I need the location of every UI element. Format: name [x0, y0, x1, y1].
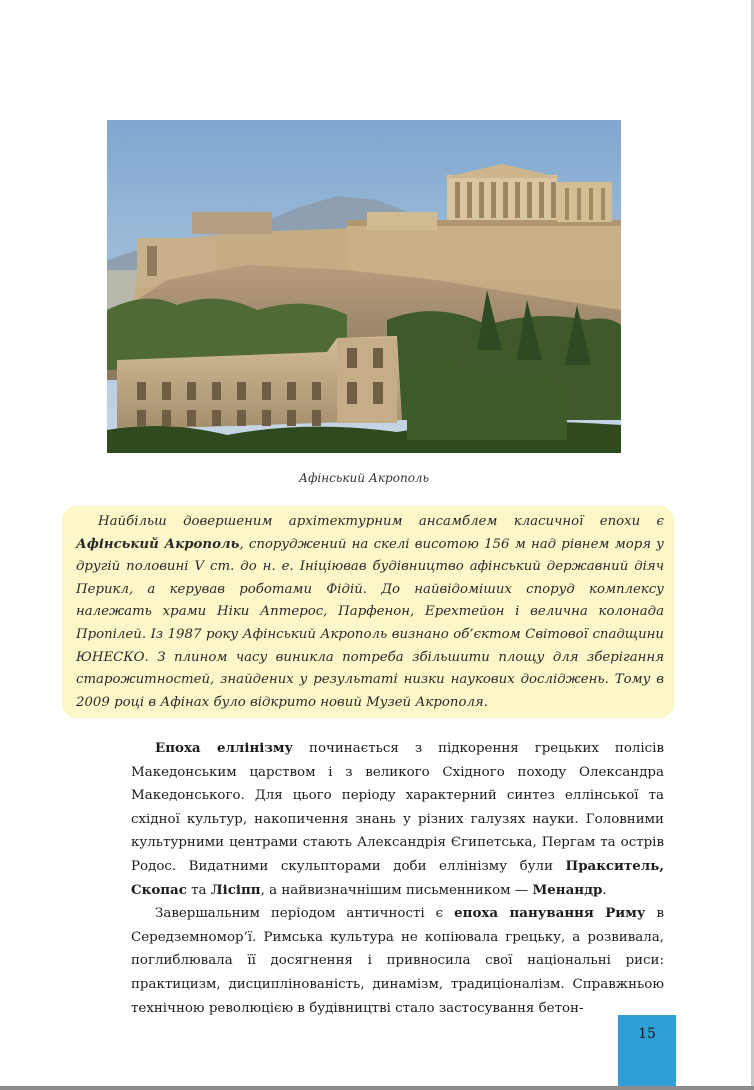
page-number: 15: [638, 1026, 656, 1042]
term-hellenism: Епоха еллінізму: [155, 740, 294, 756]
page-number-tab: [618, 1015, 676, 1090]
term-praxiteles-scopas: Пракситель, Скопас: [131, 857, 664, 898]
paragraph-text: в Середземномор’ї. Римська культура не копіювала грецьку, а розвивала, поглиблювала її досягнення і привносила свої національні риси: практицизм, дисциплінованість, динамізм, традиціоналізм. Справжньою технічною революцією в будівництві стало застосування бетон-: [131, 906, 664, 1016]
acropolis-photo: [107, 120, 621, 453]
term-roman-era: епоха панування Риму: [454, 905, 646, 922]
acropolis-photo-icon: [107, 120, 621, 453]
paragraph-hellenism: [131, 737, 664, 902]
page-edge-bottom: [0, 1086, 754, 1090]
paragraph-text: Завершальним періодом античності є: [155, 906, 455, 922]
paragraph-text: та: [186, 882, 211, 898]
info-term-acropolis: Афінський Акрополь: [76, 536, 240, 552]
main-text: [131, 737, 664, 1020]
info-box: [62, 506, 674, 718]
paragraph-text: .: [602, 882, 607, 898]
term-lysippos: Лісіпп: [210, 881, 261, 898]
info-text: , споруджений на скелі висотою 156 м над рівнем моря у другій половині V ст. до н. е. Ініціював будівництво афінський державний діяч Перикл, а керував роботами Фідій. До найвідоміших споруд комплексу належать храми Ніки Аптерос, Парфенон, Ерехтейон і велична колонада Пропілей. Із 1987 року Афінський Акрополь визнано об’єктом Світової спадщини ЮНЕСКО. З плином часу виникла потреба збільшити площу для зберігання старожитностей, знайдених у результаті низки наукових досліджень. Тому в 2009 році в Афінах було відкрито новий Музей Акрополя.: [76, 536, 664, 710]
photo-caption: Афінський Акрополь: [298, 471, 430, 485]
term-menander: Менандр: [532, 881, 603, 898]
paragraph-text: починається з підкорення грецьких полісів Македонським царством і з великого Східного походу Олександра Македонського. Для цього періоду характерний синтез еллінської та східної культур, накопичення знань у різних галузях науки. Головними культурними центрами стають Александрія Єгипетська, Пергам та острів Родос. Видатними скульпторами доби еллінізму були: [131, 741, 665, 874]
info-box-paragraph: [76, 511, 664, 714]
info-text: Найбільш довершеним архітектурним ансамблем класичної епохи є: [98, 514, 664, 529]
paragraph-text: , а найвизначнішим письменником —: [260, 882, 533, 898]
paragraph-rome: [131, 902, 664, 1020]
